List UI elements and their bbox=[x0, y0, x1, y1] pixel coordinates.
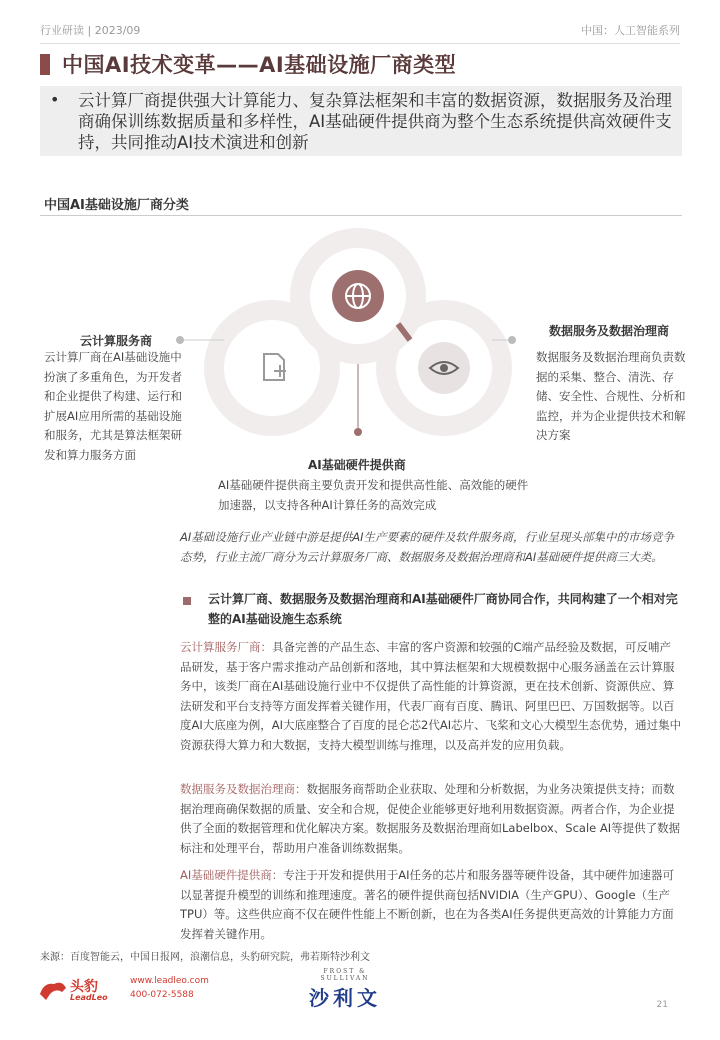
data-desc: 数据服务及数据治理商负责数据的采集、整合、清洗、存储、安全性、合规性、分析和监控，并为企业提供技术和解决方案 bbox=[536, 350, 686, 442]
paragraph-keyword: 数据服务及数据治理商： bbox=[180, 782, 307, 796]
header-series: 中国：人工智能系列 bbox=[581, 24, 680, 37]
summary-box bbox=[40, 86, 682, 156]
intro-paragraph: AI基础设施行业产业链中游是提供AI生产要素的硬件及软件服务商，行业呈现头部集中的市场竞争态势，行业主流厂商分为云计算服务厂商、数据服务及数据治理商和AI基础硬件提供商三大类。 bbox=[180, 530, 675, 564]
section-divider bbox=[40, 215, 682, 216]
key-point: 云计算厂商、数据服务及数据治理商和AI基础硬件厂商协同合作，共同构建了一个相对完整的AI基础设施生态系统 bbox=[208, 592, 678, 626]
leadleo-website[interactable]: www.leadleo.com bbox=[130, 976, 209, 986]
cloud-label: 云计算服务商 bbox=[80, 334, 153, 348]
paragraph-cloud bbox=[180, 638, 682, 755]
paragraph-keyword: AI基础硬件提供商： bbox=[180, 868, 284, 882]
hardware-desc: AI基础硬件提供商主要负责开发和提供高性能、高效能的硬件加速器，以支持各种AI计算任务的高效完成 bbox=[218, 478, 529, 512]
paragraph-text: 具备完善的产品生态、丰富的客户资源和较强的C端产品经验及数据，可反哺产品研发，基于客户需求推动产品创新和落地，其中算法框架和大规模数据中心服务涵盖在云计算服务中，该类厂商在AI基础设施行业中不仅提供了高性能的计算资源，更在技术创新、资源供应、算法研发和平台支持等方面发挥着关键作用，代表厂商有百度、腾讯、阿里巴巴、万国数据等。以百度AI大底座为例，AI大底座整合了百度的昆仑芯2代AI芯片、飞桨和文心大模型生态优势，通过集中资源获得大算力和大数据，支持大模型训练与推理，以及高并发的应用负载。 bbox=[180, 640, 682, 752]
dot-left bbox=[176, 336, 184, 344]
paragraph-keyword: 云计算服务厂商： bbox=[180, 640, 272, 654]
leadleo-phone: 400-072-5588 bbox=[130, 990, 194, 1000]
fs-en: FROST & SULLIVAN bbox=[320, 968, 370, 982]
header-divider bbox=[40, 43, 680, 44]
leadleo-logo bbox=[38, 974, 209, 1004]
summary-bullet: • bbox=[50, 90, 60, 109]
fs-cn: 沙利文 bbox=[309, 986, 381, 1010]
leadleo-en: LeadLeo bbox=[70, 993, 108, 1002]
header-report-tag: 行业研读 | 2023/09 bbox=[40, 24, 141, 37]
paragraph-text: 数据服务商帮助企业获取、处理和分析数据，为业务决策提供支持；而数据治理商确保数据的质量、安全和合规，促使企业能够更好地利用数据资源。两者合作，为企业提供了全面的数据管理和优化解决方案。数据服务及数据治理商如Labelbox、Scale AI等提供了数据标注和处理平台，帮助用户准备训练数据集。 bbox=[180, 782, 681, 855]
cloud-desc: 云计算厂商在AI基础设施中扮演了多重角色，为开发者和企业提供了构建、运行和扩展AI应用所需的基础设施和服务，尤其是算法框架研发和算力服务方面 bbox=[44, 350, 182, 462]
paragraph-data bbox=[180, 780, 682, 858]
frost-sullivan-logo bbox=[300, 968, 390, 1008]
dot-bottom bbox=[354, 428, 362, 436]
data-label: 数据服务及数据治理商 bbox=[549, 324, 670, 338]
summary-text: 云计算厂商提供强大计算能力、复杂算法框架和丰富的数据资源，数据服务及治理商确保训练数据质量和多样性，AI基础硬件提供商为整个生态系统提供高效硬件支持，共同推动AI技术演进和创新 bbox=[78, 91, 672, 152]
hardware-label: AI基础硬件提供商 bbox=[308, 458, 406, 472]
paragraph-text: 专注于开发和提供用于AI任务的芯片和服务器等硬件设备，其中硬件加速器可以显著提升模型的训练和推理速度。著名的硬件提供商包括NVIDIA（生产GPU）、Google（生产TPU）等。这些供应商不仅在硬件性能上不断创新，也在为各类AI任务提供更高效的计算能力方面发挥着关键作用。 bbox=[180, 868, 675, 941]
section-title: 中国AI基础设施厂商分类 bbox=[44, 198, 189, 213]
page-title: 中国AI技术变革——AI基础设施厂商类型 bbox=[62, 53, 457, 77]
source-note: 来源：百度智能云，中国日报网，浪潮信息，头豹研究院，弗若斯特沙利文 bbox=[40, 952, 370, 963]
page-number: 21 bbox=[656, 1000, 668, 1010]
title-accent-bar bbox=[40, 54, 50, 75]
leadleo-cn: 头豹 bbox=[70, 979, 98, 995]
dot-right bbox=[508, 336, 516, 344]
key-point-bullet bbox=[183, 597, 191, 605]
leopard-icon bbox=[38, 976, 68, 1002]
paragraph-hardware bbox=[180, 866, 682, 944]
